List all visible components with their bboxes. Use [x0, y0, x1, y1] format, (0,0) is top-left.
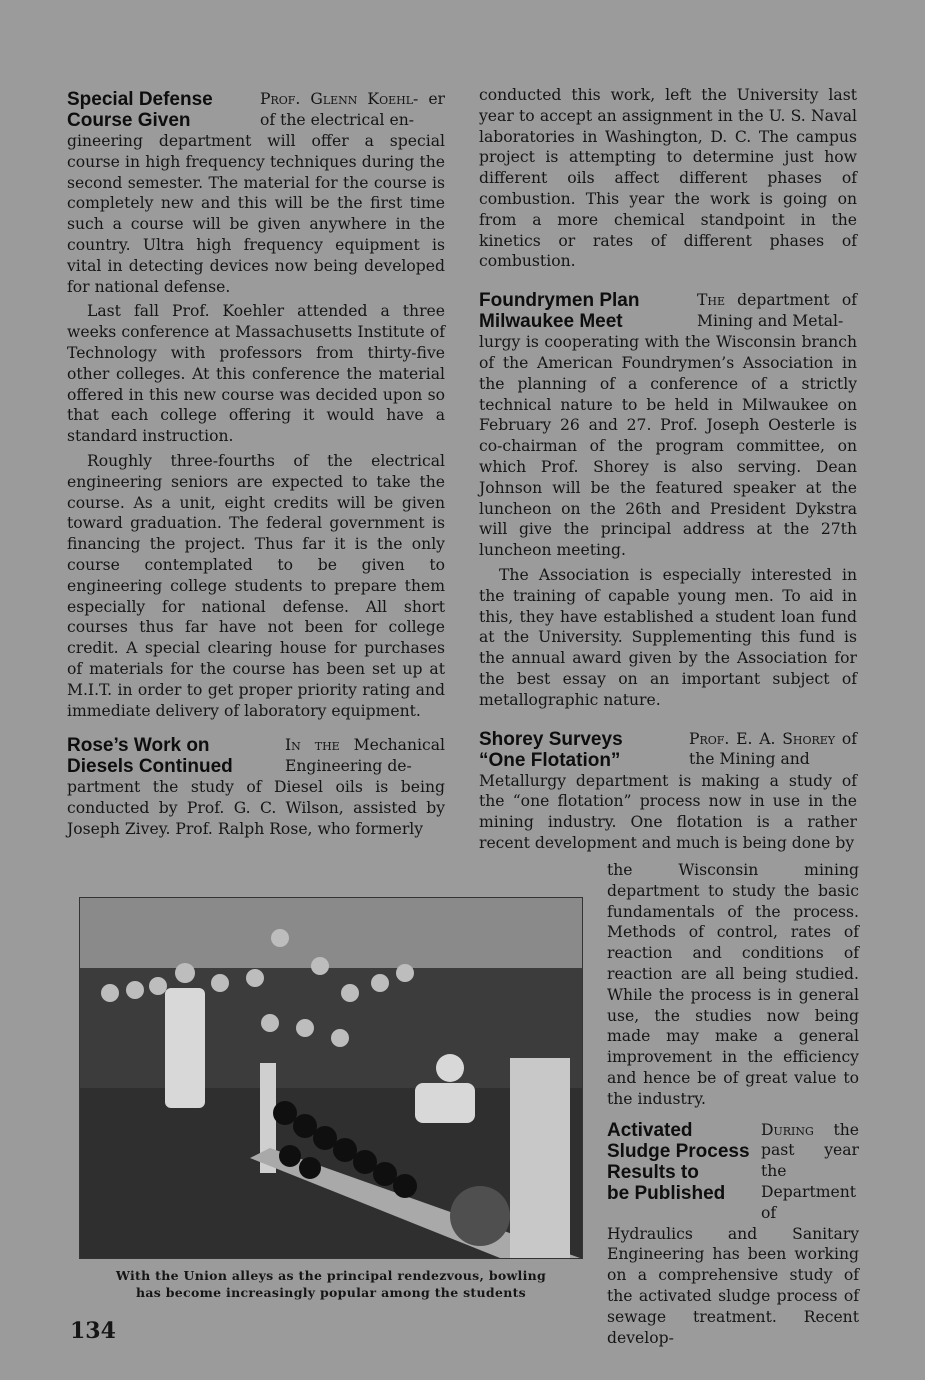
- right-column: [479, 85, 857, 858]
- lead-rest: department of Mining and Metal-: [697, 291, 857, 330]
- article-special-defense: [67, 89, 445, 721]
- paragraph: Hydraulics and Sanitary Engineering has been working on a comprehensive study of the activated sludge process of sewage treatment. Recent develop-: [607, 1224, 859, 1347]
- heading-shorey: Shorey Surveys “One Flotation”: [479, 728, 623, 771]
- article-shorey: [479, 729, 857, 854]
- paragraph: partment the study of Diesel oils is being conducted by Prof. G. C. Wilson, assisted by Joseph Zivey. Prof. Ralph Rose, who formerly: [67, 778, 445, 838]
- lead-caps: Prof. E. A. Shorey: [689, 729, 836, 748]
- paragraph: Metallurgy department is making a study of the “one flotation” process now in use in the mining industry. One flotation is a rather recent development and much is being done by: [479, 771, 857, 852]
- paragraph: The Association is especially interested in the training of capable young men. To aid in this, they have established a student loan fund at the University. Supplementing this fund is the annual award given by the Association for the best essay on an important subject of metallographic nature.: [479, 565, 857, 709]
- article-foundrymen: [479, 290, 857, 710]
- paragraph: lurgy is cooperating with the Wisconsin branch of the American Foundrymen’s Association in the planning of a conference of a strictly technical nature to be held in Milwaukee on February 26 and 27. Prof. Joseph Oesterle is co-chairman of the program committee, on which Prof. Shorey is also serving. Dean Johnson will be the featured speaker at the luncheon on the 26th and President Dykstra will give the principal address at the 27th luncheon meeting.: [479, 333, 857, 560]
- article-sludge: [607, 1120, 859, 1349]
- lead-rest: the past year the Department of: [761, 1120, 859, 1222]
- lead-rest: of the Mining and: [689, 729, 857, 769]
- heading-foundrymen: Foundrymen Plan Milwaukee Meet: [479, 290, 640, 333]
- heading-sludge: Activated Sludge Process Results to be Published: [607, 1119, 750, 1204]
- lead-caps: During: [761, 1120, 814, 1139]
- lead-rest: er of the electrical en-: [260, 90, 445, 129]
- photo-caption: [79, 1267, 583, 1301]
- lead-rest: Mechanical Engineering de-: [285, 736, 445, 776]
- photo-block: [79, 897, 583, 1301]
- right-column-lower: [607, 860, 859, 1352]
- lead-caps: The: [697, 291, 726, 310]
- paragraph-rose-continued: conducted this work, left the University last year to accept an assignment in the U. S. Naval laboratories in Washington, D. C. The campus project is attempting to determine just how different oils affect different phases of combustion. This year the work is going on from a more chemical standpoint in the kinetics or rates of different phases of combustion.: [479, 86, 857, 271]
- caption-line: has become increasingly popular among the students: [135, 1285, 526, 1300]
- lead-caps: Prof. Glenn Koehl-: [260, 90, 419, 108]
- heading-rose-diesels: Rose’s Work on Diesels Continued: [67, 735, 233, 778]
- lead-caps: In the: [285, 736, 340, 755]
- paragraph: the Wisconsin mining department to study the basic fundamentals of the process. Methods of control, rates of reaction and conditions of reaction are all being studied. While the process is in general use, the studies now being made may make a general improvement in the efficiency and hence be of great value to the industry.: [607, 861, 859, 1108]
- heading-special-defense: Special Defense Course Given: [67, 89, 213, 131]
- paragraph: gineering department will offer a special course in high frequency techniques during the second semester. The material for the course is completely new and this will be the first time such a course will be given anywhere in the country. Ultra high frequency equipment is vital in detecting devices now being developed for national defense.: [67, 132, 445, 296]
- bowling-scene-illustration: [80, 898, 582, 1258]
- page-number: 134: [70, 1318, 116, 1344]
- caption-line: With the Union alleys as the principal rendezvous, bowling: [115, 1268, 547, 1283]
- article-rose-diesels: [67, 735, 445, 839]
- left-column: [67, 89, 445, 844]
- bowling-photo: [79, 897, 583, 1259]
- paragraph: Roughly three-fourths of the electrical engineering seniors are expected to take the course. As a unit, eight credits will be given toward graduation. The federal government is financing the project. Thus far it is the only course contemplated to be given to engineering college students to prepare them especially for national defense. All short courses thus far have not been for college credit. A special clearing house for purchases of materials for the course has been set up at M.I.T. in order to get proper priority rating and immediate delivery of laboratory equipment.: [67, 451, 445, 720]
- paragraph: Last fall Prof. Koehler attended a three weeks conference at Massachusetts Institute of Technology with professors from thirty-five other colleges. At this conference the material offered in this new course was decided upon so that each college offering it would have a standard instruction.: [67, 302, 445, 446]
